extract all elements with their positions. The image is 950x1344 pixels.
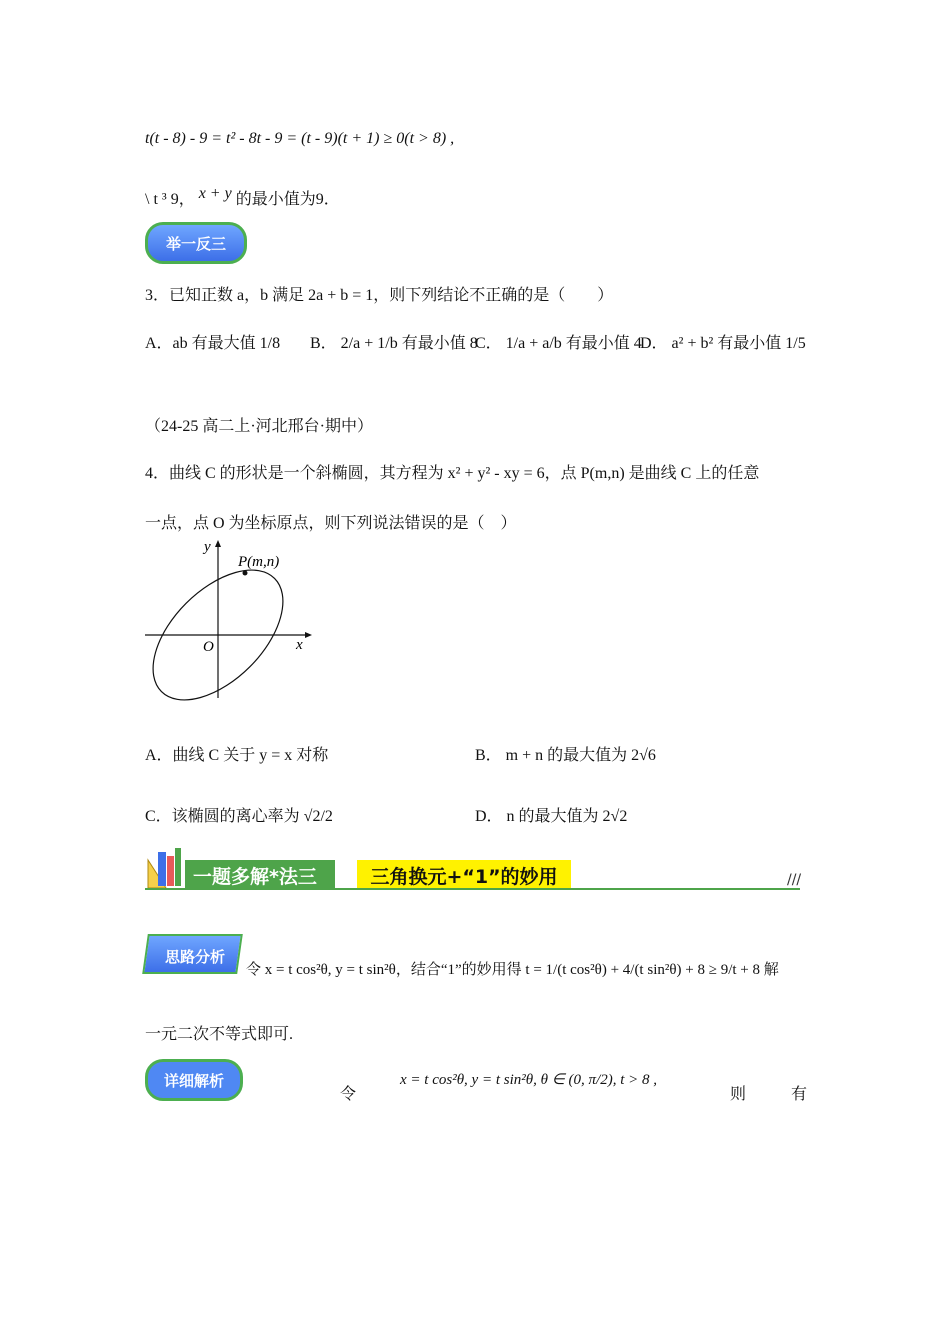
label-x: x	[296, 637, 303, 653]
practice-badge: 举一反三	[145, 222, 247, 264]
question-4-option-a: A．曲线 C 关于 y = x 对称	[145, 747, 329, 764]
label-y: y	[204, 539, 211, 555]
ellipse-figure	[140, 535, 320, 705]
point-p	[243, 571, 248, 576]
banner-slashes: ///	[787, 872, 802, 888]
analysis-text: 令 x = t cos²θ, y = t sin²θ，结合“1”的妙用得 t = 1/(t cos²θ) + 4/(t sin²θ) + 8 ≥ 9/t + 8 解	[246, 962, 779, 978]
question-source: （24-25 高二上·河北邢台·期中）	[145, 418, 373, 435]
solution-line-2	[145, 186, 340, 209]
question-4-option-c: C．该椭圆的离心率为 √2/2	[145, 808, 333, 825]
question-3-stem: 3．已知正数 a，b 满足 2a + b = 1，则下列结论不正确的是（ ）	[145, 287, 614, 304]
sum-expression: x + y	[198, 185, 232, 202]
question-4-stem-line2: 一点，点 O 为坐标原点，则下列说法错误的是（ ）	[145, 515, 517, 532]
analysis-badge: 思路分析	[165, 948, 226, 966]
detail-ze: 则	[730, 1086, 747, 1103]
analysis-text-continued: 一元二次不等式即可.	[145, 1026, 294, 1043]
ellipse-curve	[140, 547, 306, 705]
method-banner-left: 一题多解*法三	[185, 860, 335, 890]
question-3-option-c: C． 1/a + a/b 有最小值 4	[475, 335, 642, 352]
detail-you: 有	[791, 1086, 808, 1103]
question-4-stem-line1: 4．曲线 C 的形状是一个斜椭圆，其方程为 x² + y² - xy = 6，点 P(m,n) 是曲线 C 上的任意	[145, 465, 760, 482]
question-4-option-b: B． m + n 的最大值为 2√6	[475, 747, 656, 764]
question-3-option-d: D． a² + b² 有最小值 1/5	[640, 335, 806, 352]
y-axis-arrow	[215, 540, 221, 547]
question-3-option-a: A．ab 有最大值 1/8	[145, 335, 281, 352]
detail-ling: 令	[340, 1086, 357, 1103]
label-point-p: P(m,n)	[238, 554, 280, 570]
min-value-text: 的最小值为9．	[235, 191, 340, 208]
label-origin: O	[203, 639, 214, 655]
method-banner-right: 三角换元+“1”的妙用	[357, 860, 571, 890]
solution-line-1: t(t - 8) - 9 = t² - 8t - 9 = (t - 9)(t + 1) ≥ 0(t > 8) ,	[145, 130, 455, 147]
books-icon	[146, 846, 186, 890]
x-axis-arrow	[305, 632, 312, 638]
question-4-option-d: D． n 的最大值为 2√2	[475, 808, 628, 825]
question-3-option-b: B． 2/a + 1/b 有最小值 8	[310, 335, 478, 352]
detail-badge: 详细解析	[145, 1059, 243, 1101]
therefore-text: \ t ³ 9，	[145, 191, 195, 208]
banner-underline	[145, 888, 800, 890]
detail-formula: x = t cos²θ, y = t sin²θ, θ ∈ (0, π/2), t > 8 ,	[400, 1072, 658, 1088]
